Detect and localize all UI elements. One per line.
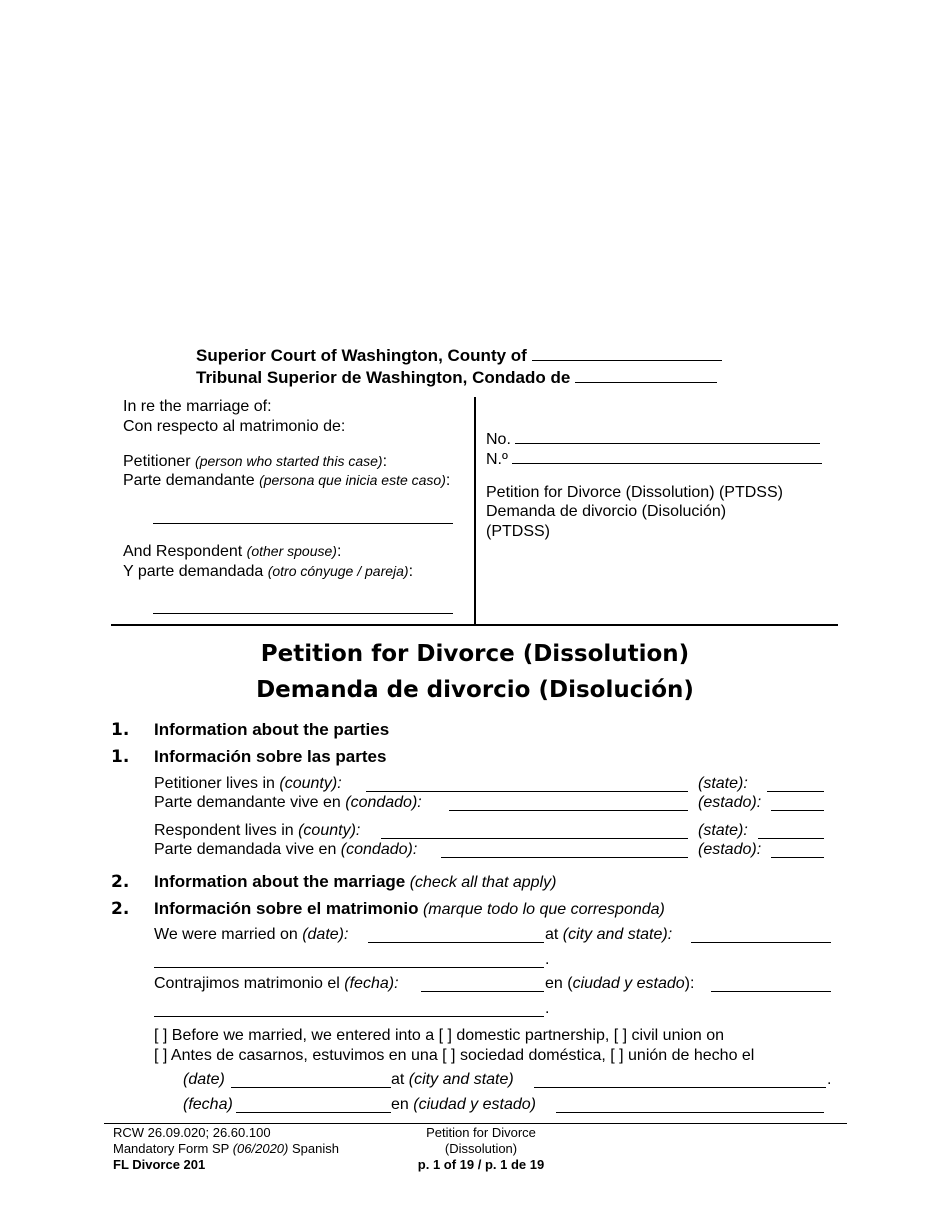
partnership-period: .	[827, 1071, 832, 1088]
section2-number-en: 2.	[111, 872, 130, 892]
footer-divider	[104, 1123, 847, 1124]
prior-partnership-es[interactable]: [ ] Antes de casarnos, estuvimos en una [ ] sociedad doméstica, [ ] unión de hecho el	[154, 1047, 755, 1064]
footer-doc-title-2: (Dissolution)	[444, 1141, 518, 1156]
caption-divider-horizontal	[111, 624, 838, 626]
respondent-county-field[interactable]	[381, 824, 688, 839]
respondent-state-label: (state):	[698, 822, 748, 839]
respondent-estado-field[interactable]	[771, 843, 824, 858]
partnership-date-field[interactable]	[231, 1073, 391, 1088]
petitioner-label-es: Parte demandante (persona que inicia este caso):	[123, 472, 451, 489]
petitioner-state-field[interactable]	[767, 777, 824, 792]
partnership-fecha-label: (fecha)	[183, 1096, 233, 1113]
section1-number-en: 1.	[111, 720, 130, 740]
respondent-state-field[interactable]	[758, 824, 824, 839]
married-ciudad-field[interactable]	[711, 977, 831, 992]
married-at-en: at (city and state):	[545, 926, 673, 943]
respondent-residence-es: Parte demandada vive en (condado):	[154, 841, 418, 858]
footer-mandatory: Mandatory Form SP (06/2020) Spanish	[113, 1141, 339, 1156]
footer-form-id: FL Divorce 201	[113, 1157, 206, 1172]
married-fecha-field[interactable]	[421, 977, 544, 992]
respondent-condado-field[interactable]	[441, 843, 688, 858]
respondent-label-es: Y parte demandada (otro cónyuge / pareja):	[123, 563, 414, 580]
condado-field[interactable]	[575, 368, 717, 383]
married-city-state-field[interactable]	[691, 928, 831, 943]
married-city-state-field-continued[interactable]	[154, 953, 544, 968]
footer-rcw: RCW 26.09.020; 26.60.100	[113, 1125, 271, 1140]
married-ciudad-field-continued[interactable]	[154, 1002, 544, 1017]
section1-heading-en: Information about the parties	[154, 720, 390, 739]
partnership-ciudad-field[interactable]	[556, 1098, 824, 1113]
married-on-en: We were married on (date):	[154, 926, 349, 943]
married-en-es: en (ciudad y estado):	[545, 975, 695, 992]
petitioner-estado-label: (estado):	[698, 794, 762, 811]
respondent-residence-en: Respondent lives in (county):	[154, 822, 361, 839]
court-line-es: Tribunal Superior de Washington, Condado de	[196, 368, 717, 388]
partnership-en-es: en (ciudad y estado)	[391, 1096, 536, 1113]
section2-heading-es: Información sobre el matrimonio (marque todo lo que corresponda)	[154, 899, 665, 918]
respondent-estado-label: (estado):	[698, 841, 762, 858]
marriage-label-es: Con respecto al matrimonio de:	[123, 418, 346, 435]
doc-name-es-2: (PTDSS)	[486, 523, 550, 540]
partnership-at-en: at (city and state)	[391, 1071, 514, 1088]
partnership-date-en-label: (date)	[183, 1071, 225, 1088]
section1-heading-es: Información sobre las partes	[154, 747, 387, 766]
footer-page-number: p. 1 of 19 / p. 1 de 19	[417, 1157, 545, 1172]
married-date-field[interactable]	[368, 928, 544, 943]
married-period-en: .	[545, 951, 550, 968]
partnership-city-state-field[interactable]	[534, 1073, 826, 1088]
footer-left	[113, 1125, 339, 1173]
footer-center	[381, 1125, 581, 1173]
petitioner-estado-field[interactable]	[771, 796, 824, 811]
prior-partnership-en[interactable]: [ ] Before we married, we entered into a [ ] domestic partnership, [ ] civil union on	[154, 1027, 725, 1044]
footer-doc-title-1: Petition for Divorce	[426, 1125, 536, 1140]
married-period-es: .	[545, 1000, 550, 1017]
case-number-es: N.º	[486, 449, 822, 469]
section2-number-es: 2.	[111, 899, 130, 919]
respondent-label-en: And Respondent (other spouse):	[123, 543, 342, 560]
page-title-en: Petition for Divorce (Dissolution)	[260, 641, 690, 667]
case-number-en: No.	[486, 429, 820, 449]
doc-name-es-1: Demanda de divorcio (Disolución)	[486, 503, 727, 520]
doc-name-en: Petition for Divorce (Dissolution) (PTDSS)	[486, 484, 783, 501]
marriage-label-en: In re the marriage of:	[123, 398, 272, 415]
case-number-es-field[interactable]	[512, 449, 822, 464]
petitioner-condado-field[interactable]	[449, 796, 688, 811]
petitioner-state-label: (state):	[698, 775, 748, 792]
petitioner-name-field[interactable]	[153, 523, 453, 524]
petitioner-county-field[interactable]	[366, 777, 688, 792]
caption-divider-vertical	[474, 397, 476, 625]
married-on-es: Contrajimos matrimonio el (fecha):	[154, 975, 399, 992]
section2-heading-en: Information about the marriage (check all that apply)	[154, 872, 557, 891]
page-title-es: Demanda de divorcio (Disolución)	[256, 677, 694, 703]
case-number-field[interactable]	[515, 429, 820, 444]
petitioner-label-en: Petitioner (person who started this case):	[123, 453, 388, 470]
section1-number-es: 1.	[111, 747, 130, 767]
county-field[interactable]	[532, 346, 722, 361]
partnership-fecha-field[interactable]	[236, 1098, 391, 1113]
petitioner-residence-en: Petitioner lives in (county):	[154, 775, 342, 792]
court-line-en: Superior Court of Washington, County of	[196, 346, 722, 366]
respondent-name-field[interactable]	[153, 613, 453, 614]
petitioner-residence-es: Parte demandante vive en (condado):	[154, 794, 422, 811]
